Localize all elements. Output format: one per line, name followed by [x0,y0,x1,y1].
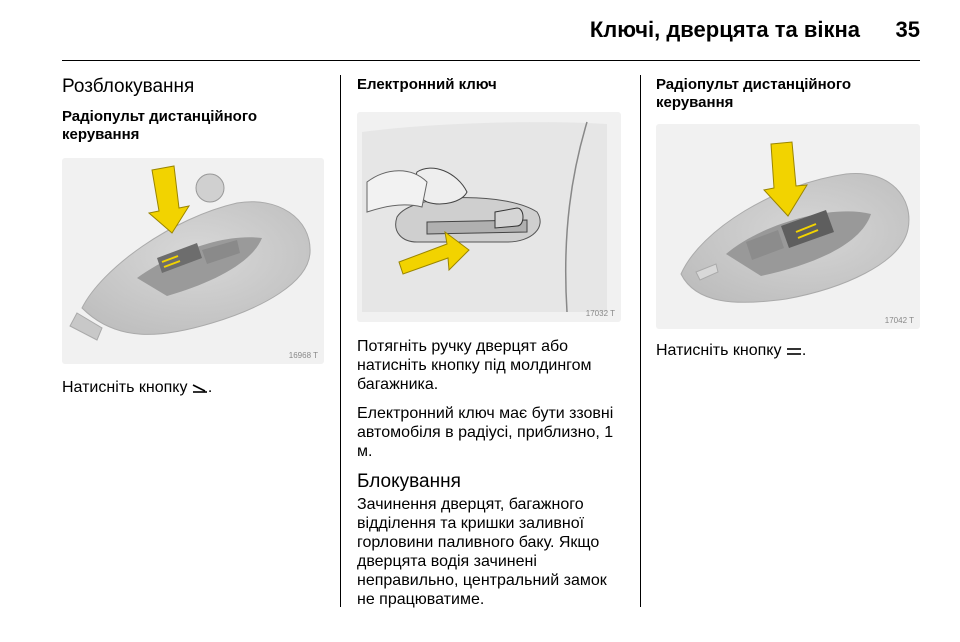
figure-door-handle [357,112,621,322]
caption-unlock [62,378,324,397]
figure-code: 17032 T [585,309,615,318]
paragraph-key-range: Електронний ключ має бути ззовні автомобіля в радіусі, приблизно, 1 м. [357,405,614,460]
lock-symbol-icon [786,345,802,357]
figure-key-fob-lock [656,124,920,329]
caption-end: . [801,342,807,359]
section-title-locking: Блокування [357,471,461,492]
caption-text: Натисніть кнопку [62,379,188,396]
column-divider [640,75,641,607]
column-unlocking [62,76,324,407]
door-handle-illustration [357,112,621,322]
unlock-symbol-icon [192,382,208,394]
page-header-title: Ключі, дверцята та вікна [589,17,860,42]
caption-end: . [207,379,213,396]
figure-code: 16968 T [288,351,318,360]
column-lock-remote [656,76,920,370]
section-title-unlocking: Розблокування [62,76,195,97]
page-number: 35 [895,17,920,42]
caption-lock [656,341,920,360]
subheading-remote-control: Радіопульт дистанційного керування [656,76,852,111]
subheading-remote-control: Радіопульт дистанційного керування [62,108,258,143]
figure-key-fob-unlock [62,158,324,364]
paragraph-locking: Зачинення дверцят, багажного відділення та кришки заливної горловини паливного баку. Якщо дверцята водія зачинені неправильно, центральний замок не працюватиме. [357,496,607,608]
header-rule [62,60,920,61]
subheading-electronic-key: Електронний ключ [357,76,497,93]
key-fob-illustration [656,124,920,329]
caption-text: Натисніть кнопку [656,342,782,359]
figure-code: 17042 T [884,316,914,325]
key-fob-illustration [62,158,324,364]
column-electronic-key [357,76,625,619]
column-divider [340,75,341,607]
paragraph-pull-handle: Потягніть ручку дверцят або натисніть кнопку під молдингом багажника. [357,338,592,393]
